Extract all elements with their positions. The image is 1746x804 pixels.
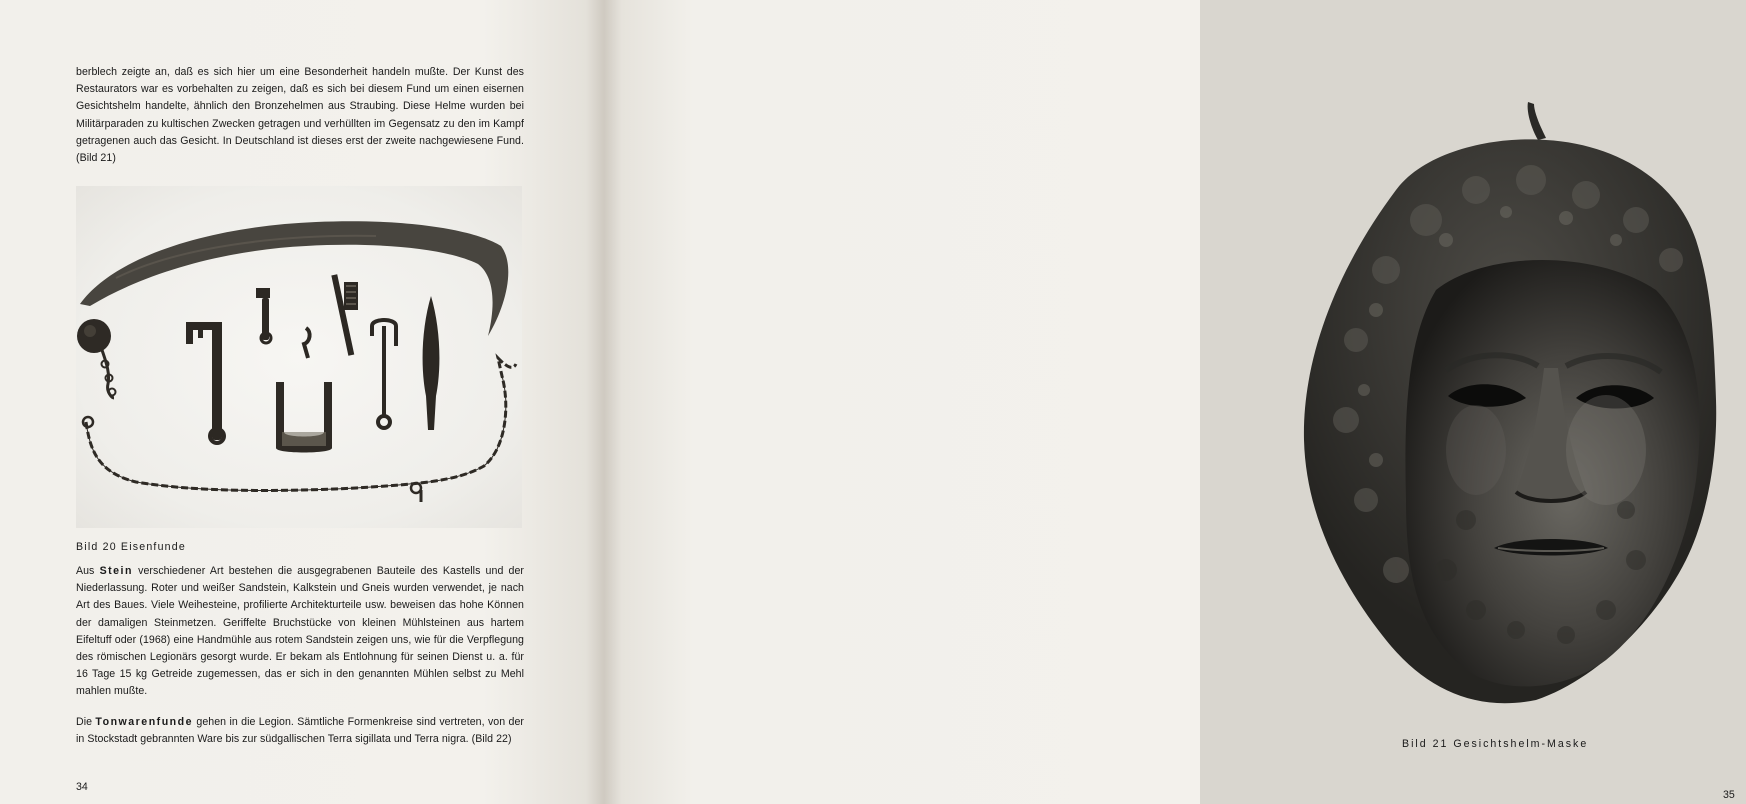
key-small [256, 288, 271, 343]
comb-rod [331, 274, 358, 355]
anchor-hook [372, 320, 396, 428]
stone-intro: Aus [76, 565, 95, 577]
pottery-intro: Die [76, 716, 93, 728]
spear-head [423, 296, 440, 430]
stone-keyword: Stein [99, 565, 133, 577]
chain [86, 358, 516, 490]
figure-caption-iron-finds: Bild 20 Eisenfunde [76, 541, 186, 553]
helmet-spike [1528, 102, 1546, 140]
stone-body: verschiedener Art bestehen die ausgegrabenen Bauteile des Kastells und der Niederlassung. Roter und weißer Sandstein, Kalkstein und Gneis wurden verwendet, je nach Art des Baues. Viele Weihesteine, profilierte Architekturteile usw. beweisen das hohe Können der damaligen Steinmetzen. Geriffelte Bruchstücke von kleinen Mühlsteinen aus hartem Eifeltuff oder (1968) eine Handmühle aus rotem Sandstein zeigen uns, wie für die Verpflegung des römischen Legionärs gesorgt wurde. Er bekam als Entlohnung für seinen Dienst u. a. für 16 Tage 15 kg Getreide zugemessen, das er sich in den genannten Mühlen selbst zu Mehl mahlen mußte. [76, 565, 524, 698]
pottery-body: gehen in die Legion. Sämtliche Formenkreise sind vertreten, von der in Stockstadt gebrannten Ware bis zur südgallischen Terra sigillata und Terra nigra. (Bild 22) [76, 716, 525, 746]
paragraph-helmet-intro: berblech zeigte an, daß es sich hier um eine Besonderheit handeln mußte. Der Kunst des Restaurators war es vorbehalten zu zeigen, daß es sich bei diesem Fund um einen eisernen Gesichtshelm handelte, ähnlich den Bronzehelmen aus Straubing. Diese Helme wurden bei Militärparaden zu kultischen Zwecken getragen und verhüllten im Gegensatz zu den im Kampf getragenen auch das Gesicht. In Deutschland ist dieses erst der zweite nachgewiesene Fund. (Bild 21) [76, 66, 524, 165]
pottery-keyword: Tonwarenfunde [95, 716, 193, 728]
round-disc [77, 319, 111, 353]
figure-iron-finds [76, 186, 522, 528]
page-number-left: 34 [76, 781, 88, 793]
key-left [186, 322, 224, 443]
helmet-mask-photo [1276, 100, 1746, 715]
left-page [0, 0, 604, 804]
paragraph-pottery [76, 714, 524, 748]
paragraph-stone [76, 563, 524, 701]
right-page [604, 0, 1735, 804]
iron-finds-photo [76, 186, 522, 528]
hook-small [304, 328, 310, 358]
figure-caption-mask: Bild 21 Gesichtshelm-Maske [1402, 738, 1589, 750]
page-number-right: 35 [1723, 789, 1735, 801]
